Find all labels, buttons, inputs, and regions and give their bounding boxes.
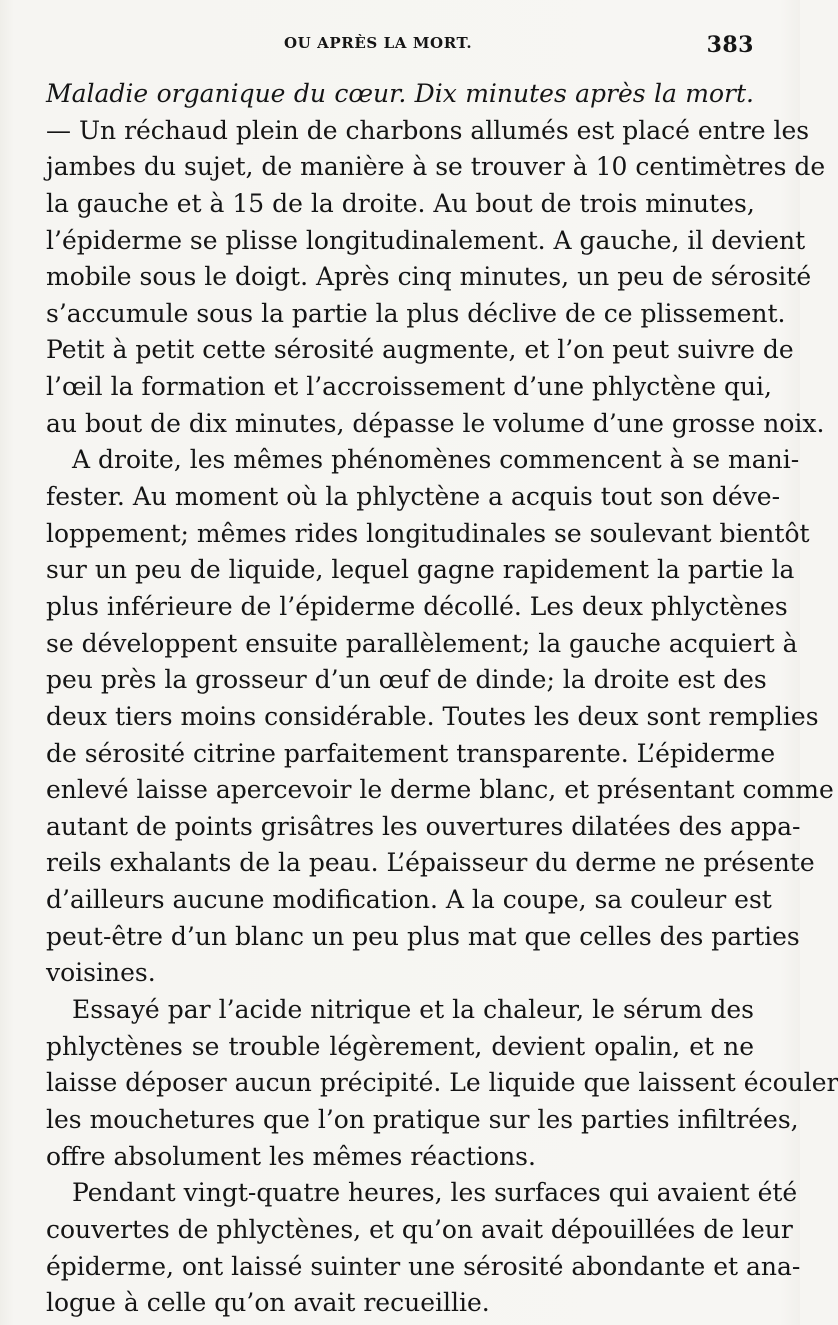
text-line: l’œil la formation et l’accroissement d’une phlyctène qui,	[46, 372, 772, 402]
text-line: sur un peu de liquide, lequel gagne rapidement la partie la	[46, 555, 795, 585]
text-line: jambes du sujet, de manière à se trouver à 10 centimètres de	[46, 152, 826, 182]
text-line: se développent ensuite parallèlement; la gauche acquiert à	[46, 628, 798, 658]
text-line: voisines.	[46, 958, 156, 988]
text-line: les mouchetures que l’on pratique sur les parties infiltrées,	[46, 1104, 799, 1134]
text-line: s’accumule sous la partie la plus déclive de ce plissement.	[46, 298, 786, 328]
text-line: d’ailleurs aucune modification. A la coupe, sa couleur est	[46, 885, 772, 915]
text-line: logue à celle qu’on avait recueillie.	[46, 1288, 490, 1318]
text-line: offre absolument les mêmes réactions.	[46, 1141, 536, 1171]
page-number: 383	[706, 32, 754, 58]
running-title: OU APRÈS LA MORT.	[284, 34, 473, 52]
text-line: enlevé laisse apercevoir le derme blanc, et présentant comme	[46, 775, 834, 805]
text-line: peut-être d’un blanc un peu plus mat que celles des parties	[46, 921, 800, 951]
text-line: A droite, les mêmes phénomènes commencent à se mani-	[72, 445, 800, 475]
text-line: couvertes de phlyctènes, et qu’on avait dépouillées de leur	[46, 1214, 793, 1244]
text-line: épiderme, ont laissé suinter une sérosité abondante et ana-	[46, 1251, 801, 1281]
text-line: loppement; mêmes rides longitudinales se soulevant bientôt	[46, 518, 810, 548]
body-text	[46, 76, 838, 1322]
text-line: peu près la grosseur d’un œuf de dinde; la droite est des	[46, 665, 767, 695]
text-line: — Un réchaud plein de charbons allumés est placé entre les	[46, 115, 810, 145]
text-line: autant de points grisâtres les ouvertures dilatées des appa-	[46, 811, 801, 841]
text-line: plus inférieure de l’épiderme décollé. Les deux phlyctènes	[46, 591, 788, 621]
text-line: fester. Au moment où la phlyctène a acquis tout son déve-	[46, 482, 781, 512]
text-line: de sérosité citrine parfaitement transparente. L’épiderme	[46, 738, 776, 768]
text-line: l’épiderme se plisse longitudinalement. A gauche, il devient	[46, 225, 806, 255]
text-line: Essayé par l’acide nitrique et la chaleur, le sérum des	[72, 995, 754, 1025]
text-line: deux tiers moins considérable. Toutes les deux sont remplies	[46, 701, 819, 731]
text-line: Petit à petit cette sérosité augmente, et l’on peut suivre de	[46, 335, 794, 365]
text-line: reils exhalants de la peau. L’épaisseur du derme ne présente	[46, 848, 815, 878]
text-line: au bout de dix minutes, dépasse le volume d’une grosse noix.	[46, 408, 825, 438]
text-line: laisse déposer aucun précipité. Le liquide que laissent écouler	[46, 1068, 838, 1098]
running-head	[0, 34, 800, 58]
text-line: Pendant vingt-quatre heures, les surfaces qui avaient été	[72, 1178, 798, 1208]
text-line: la gauche et à 15 de la droite. Au bout de trois minutes,	[46, 188, 755, 218]
text-line: phlyctènes se trouble légèrement, devient opalin, et ne	[46, 1031, 754, 1061]
text-line: mobile sous le doigt. Après cinq minutes, un peu de sérosité	[46, 262, 812, 292]
text-line: Maladie organique du cœur. Dix minutes après la mort.	[46, 79, 754, 108]
